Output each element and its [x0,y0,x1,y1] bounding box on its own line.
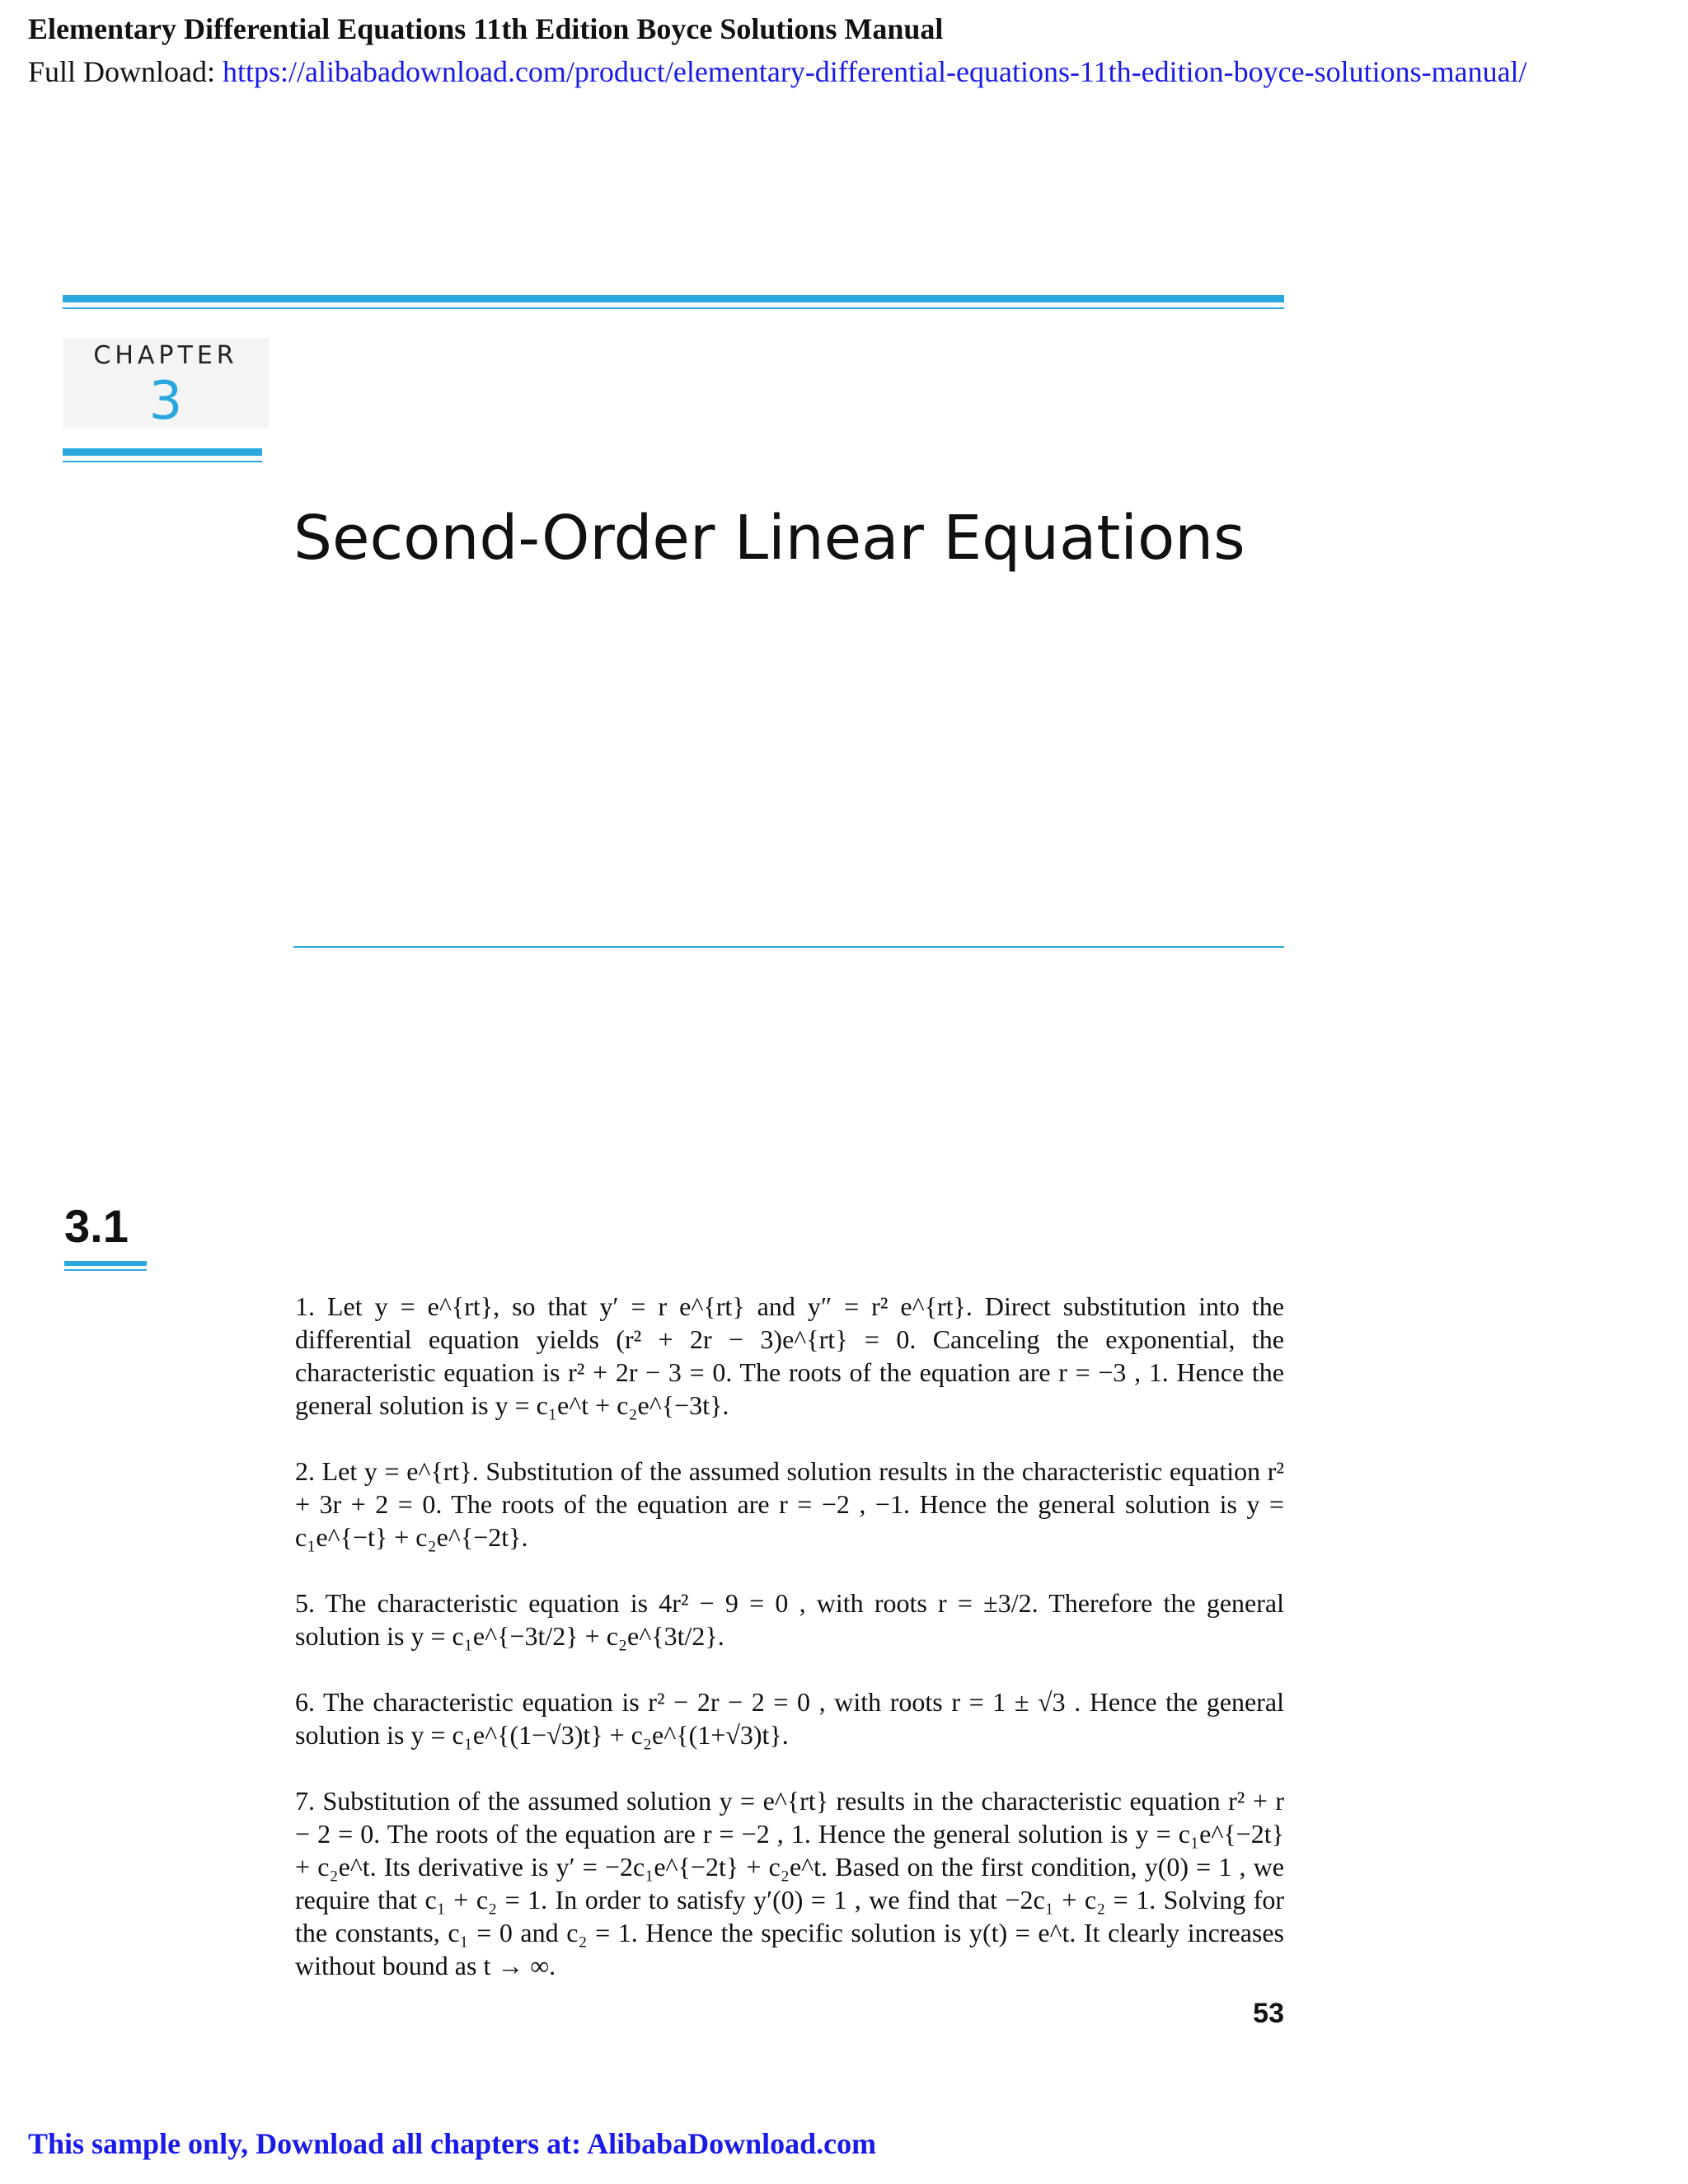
solution-2: 2. Let y = e^{rt}. Substitution of the assumed solution results in the characteristic equation r² + 3r + 2 = 0. The roots of the equation are r = −2 , −1. Hence the general solution is y = c₁e^{−t} + c₂e^{−2t}. [295,1456,1284,1552]
download-link[interactable]: https://alibabadownload.com/product/elementary-differential-equations-11th-edition-boyce-solutions-manual/ [223,55,1527,88]
top-rule-thin [63,307,1284,309]
top-rule-thick [63,295,1284,302]
title-rule [293,946,1284,948]
solution-6: 6. The characteristic equation is r² − 2r − 2 = 0 , with roots r = 1 ± √3 . Hence the general solution is y = c₁e^{(1−√3)t} + c₂e^{(1+√3)t}. [295,1687,1284,1750]
download-label: Full Download: [28,55,216,88]
chapter-rule-thin [63,461,262,462]
solutions-body [295,1290,1284,1982]
chapter-rule-thick [63,448,262,456]
document-title: Elementary Differential Equations 11th Edition Boyce Solutions Manual [28,12,944,45]
chapter-number: 3 [148,371,183,432]
section-number: 3.1 [64,1200,129,1252]
page-number: 53 [1253,1998,1284,2029]
footer-promo: This sample only, Download all chapters at: AlibabaDownload.com [28,2127,877,2160]
solution-1: 1. Let y = e^{rt}, so that y′ = r e^{rt} and y″ = r² e^{rt}. Direct substitution into the differential equation yields (r² + 2r − 3)e^{rt} = 0. Canceling the exponential, the characteristic equation is r² + 2r − 3 = 0. The roots of the equation are r = −3 , 1. Hence the general solution is y = c₁e^t + c₂e^{−3t}. [295,1291,1284,1420]
chapter-label: CHAPTER [63,338,269,429]
solution-7: 7. Substitution of the assumed solution y = e^{rt} results in the characteristic equation r² + r − 2 = 0. The roots of the equation are r = −2 , 1. Hence the general solution is y = c₁e^{−2t} + c₂e^t. Its derivative is y′ = −2c₁e^{−2t} + c₂e^t. Based on the first condition, y(0) = 1 , we require that c₁ + c₂ = 1. In order to satisfy y′(0) = 1 , we find that −2c₁ + c₂ = 1. Solving for the constants, c₁ = 0 and c₂ = 1. Hence the specific solution is y(t) = e^t. It clearly increases without bound as t → ∞. [295,1786,1284,1980]
section-rule-thin [64,1269,147,1271]
chapter-title: Second-Order Linear Equations [293,503,1245,574]
download-line [28,54,1527,89]
solution-5: 5. The characteristic equation is 4r² − 9 = 0 , with roots r = ±3/2. Therefore the general solution is y = c₁e^{−3t/2} + c₂e^{3t/2}. [295,1588,1284,1651]
section-rule-thick [64,1261,147,1266]
